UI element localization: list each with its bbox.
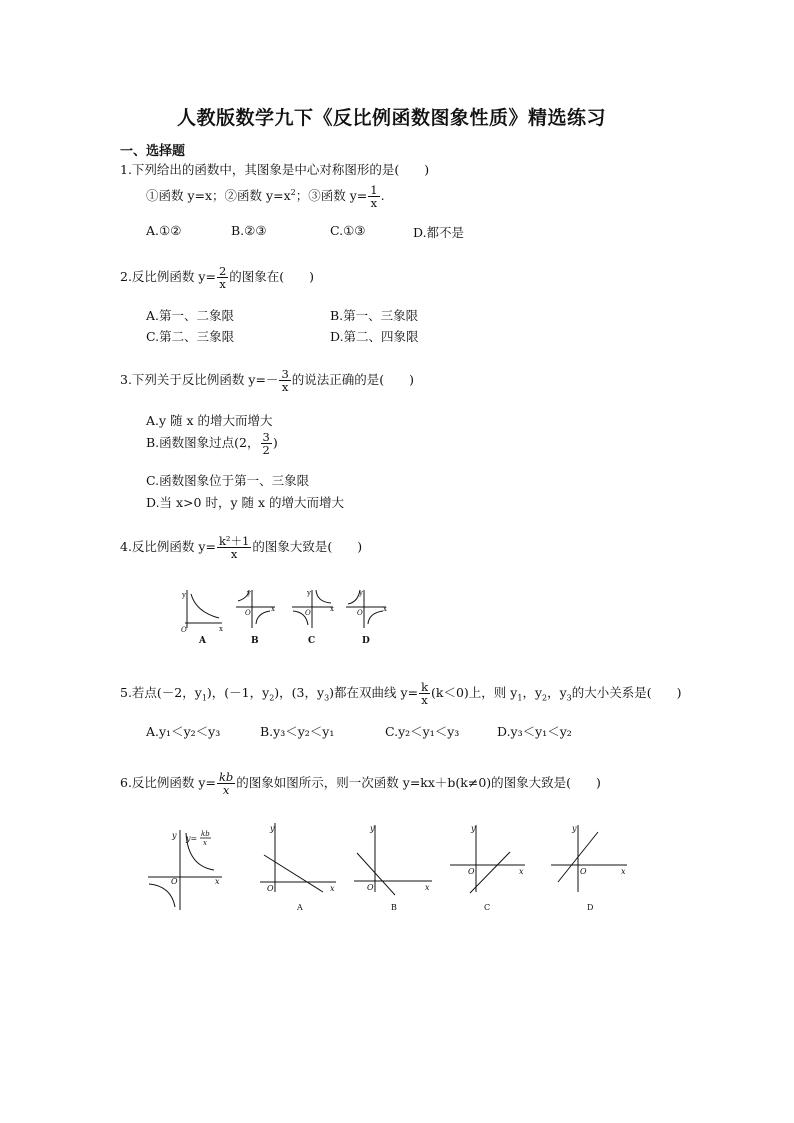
svg-text:y: y [471,824,476,833]
svg-text:x: x [219,625,223,633]
question-6-stem: 6.反比例函数 y= $\frac{kb}{x}$ 的图象如图所示，则一次函数 y=kx＋b(k≠0)的图象大致是( ) [120,770,601,798]
q5-option-d: D.y₃＜y₁＜y₂ [497,724,572,739]
svg-text:y: y [172,831,177,840]
svg-text:x: x [383,605,387,613]
q6-graph-c [450,824,525,912]
svg-text:O: O [357,609,363,617]
q2-option-d: D.第二、四象限 [330,329,419,344]
svg-text:A: A [199,636,206,646]
q1-option-a: A.①② [146,223,182,238]
q3-option-c: C.函数图象位于第一、三象限 [146,473,310,488]
svg-text:C: C [484,903,491,912]
q3-option-b: B.函数图象过点(2， $\frac{3}{2}$ ) [146,430,278,458]
svg-text:x: x [425,883,430,892]
svg-text:y: y [247,589,251,597]
question-3-stem: 3.下列关于反比例函数 y=－ $\frac{3}{x}$ 的说法正确的是( ) [120,367,415,395]
svg-text:O: O [181,626,187,634]
svg-text:kb: kb [201,830,210,838]
svg-text:y: y [370,824,375,833]
question-1-functions: ①函数 y=x；②函数 $y=x^2$；③函数 y= $\frac{1}{x}$ . [146,183,385,211]
question-1-stem: 1.下列给出的函数中，其图象是中心对称图形的是( ) [120,162,430,177]
q6-graph-a [260,823,336,912]
svg-text:O: O [267,884,274,893]
svg-text:O: O [580,867,587,876]
svg-text:A: A [297,903,303,912]
svg-text:O: O [245,609,251,617]
question-4-stem: 4.反比例函数 y= $\frac{\text{k²＋1}}{x}$ 的图象大致是( ) [120,534,363,562]
svg-text:O: O [171,877,178,886]
q1-option-d: D.都不是 [413,225,465,240]
svg-text:x: x [203,839,207,847]
svg-text:y: y [182,591,186,599]
question-2-stem: 2.反比例函数 y= $\frac{2}{x}$ 的图象在( ) [120,264,315,292]
q2-option-c: C.第二、三象限 [146,329,235,344]
svg-text:x: x [330,605,334,613]
q5-option-b: B.y₃＜y₂＜y₁ [260,724,335,739]
question-5-stem: 5.若点(－2，$y_1$)，(－1，$y_2$)，(3，$y_3$)都在双曲线 y= $\frac{k}{x}$ (k＜0)上，则 $y_1$，$y_2$，$y_3$的大小关系是( ) [120,680,682,708]
q6-given-graph [148,830,222,910]
svg-text:D: D [587,903,594,912]
svg-text:x: x [519,867,524,876]
svg-text:C: C [308,636,316,646]
q5-option-a: A.y₁＜y₂＜y₃ [146,724,221,739]
q1-option-c: C.①③ [330,223,366,238]
svg-text:O: O [305,609,311,617]
svg-text:y: y [307,589,311,597]
q2-option-b: B.第一、三象限 [330,308,419,323]
svg-text:B: B [251,636,259,646]
svg-text:x: x [330,884,335,893]
svg-text:x: x [271,605,275,613]
svg-text:y: y [572,824,577,833]
svg-text:O: O [468,867,475,876]
section-heading: 一、选择题 [120,144,186,159]
q5-option-c: C.y₂＜y₁＜y₃ [385,724,460,739]
q3-option-d: D.当 x>0 时，y 随 x 的增大而增大 [146,495,345,510]
q6-graph-b [354,824,432,912]
q6-graph-d [551,824,627,912]
q1-option-b: B.②③ [231,223,267,238]
svg-text:y=: y= [186,834,198,843]
svg-text:x: x [215,877,220,886]
svg-text:B: B [391,903,397,912]
svg-text:y: y [270,824,275,833]
svg-text:D: D [362,636,370,646]
svg-text:x: x [621,867,626,876]
svg-text:y: y [359,589,363,597]
q2-option-a: A.第一、二象限 [146,308,235,323]
page-title: 人教版数学九下《反比例函数图象性质》精选练习 [177,107,607,129]
q3-option-a: A.y 随 x 的增大而增大 [146,413,273,428]
svg-text:O: O [367,883,374,892]
